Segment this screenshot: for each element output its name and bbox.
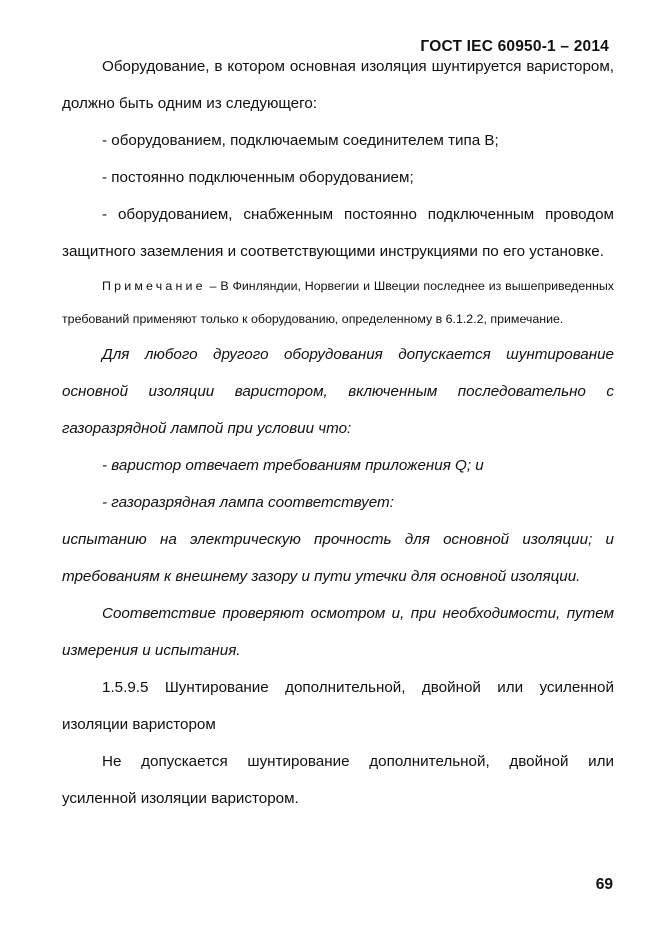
page-number: 69	[595, 876, 613, 893]
italic-paragraph-tests: испытанию на электрическую прочность для основной изоляции; и требованиям к внешнему зазору и пути утечки для основной изоляции.	[62, 531, 614, 585]
italic-paragraph-other-equipment: Для любого другого оборудования допускается шунтирование основной изоляции варистором, включенным последовательно с газоразрядной лампой при условии что:	[62, 346, 614, 437]
list-item-earthing: - оборудованием, снабженным постоянно подключенным проводом защитного заземления и соответствующими инструкциями по его установке.	[62, 206, 614, 260]
italic-paragraph-compliance: Соответствие проверяют осмотром и, при необходимости, путем измерения и испытания.	[62, 605, 614, 659]
section-heading: 1.5.9.5 Шунтирование дополнительной, двойной или усиленной изоляции варистором	[62, 679, 614, 733]
list-item-type-b: - оборудованием, подключаемым соединителем типа В;	[102, 132, 499, 149]
paragraph-varistor-basic: Оборудование, в котором основная изоляция шунтируется варистором, должно быть одним из следующего:	[62, 58, 614, 112]
italic-list-item-lamp: - газоразрядная лампа соответствует:	[102, 494, 394, 511]
note-text: – В Финляндии, Норвегии и Швеции последнее из вышеприведенных требований применяют только к оборудованию, определенному в 6.1.2.2, примечание.	[62, 279, 614, 326]
document-header: ГОСТ IEC 60950-1 – 2014	[420, 38, 609, 55]
page-body	[62, 48, 614, 817]
italic-list-item-varistor: - варистор отвечает требованиям приложения Q; и	[102, 457, 484, 474]
section-paragraph: Не допускается шунтирование дополнительной, двойной или усиленной изоляции варистором.	[62, 753, 614, 807]
note-label: Примечание	[102, 279, 206, 293]
list-item-permanent: - постоянно подключенным оборудованием;	[102, 169, 414, 186]
note-paragraph	[62, 270, 614, 336]
